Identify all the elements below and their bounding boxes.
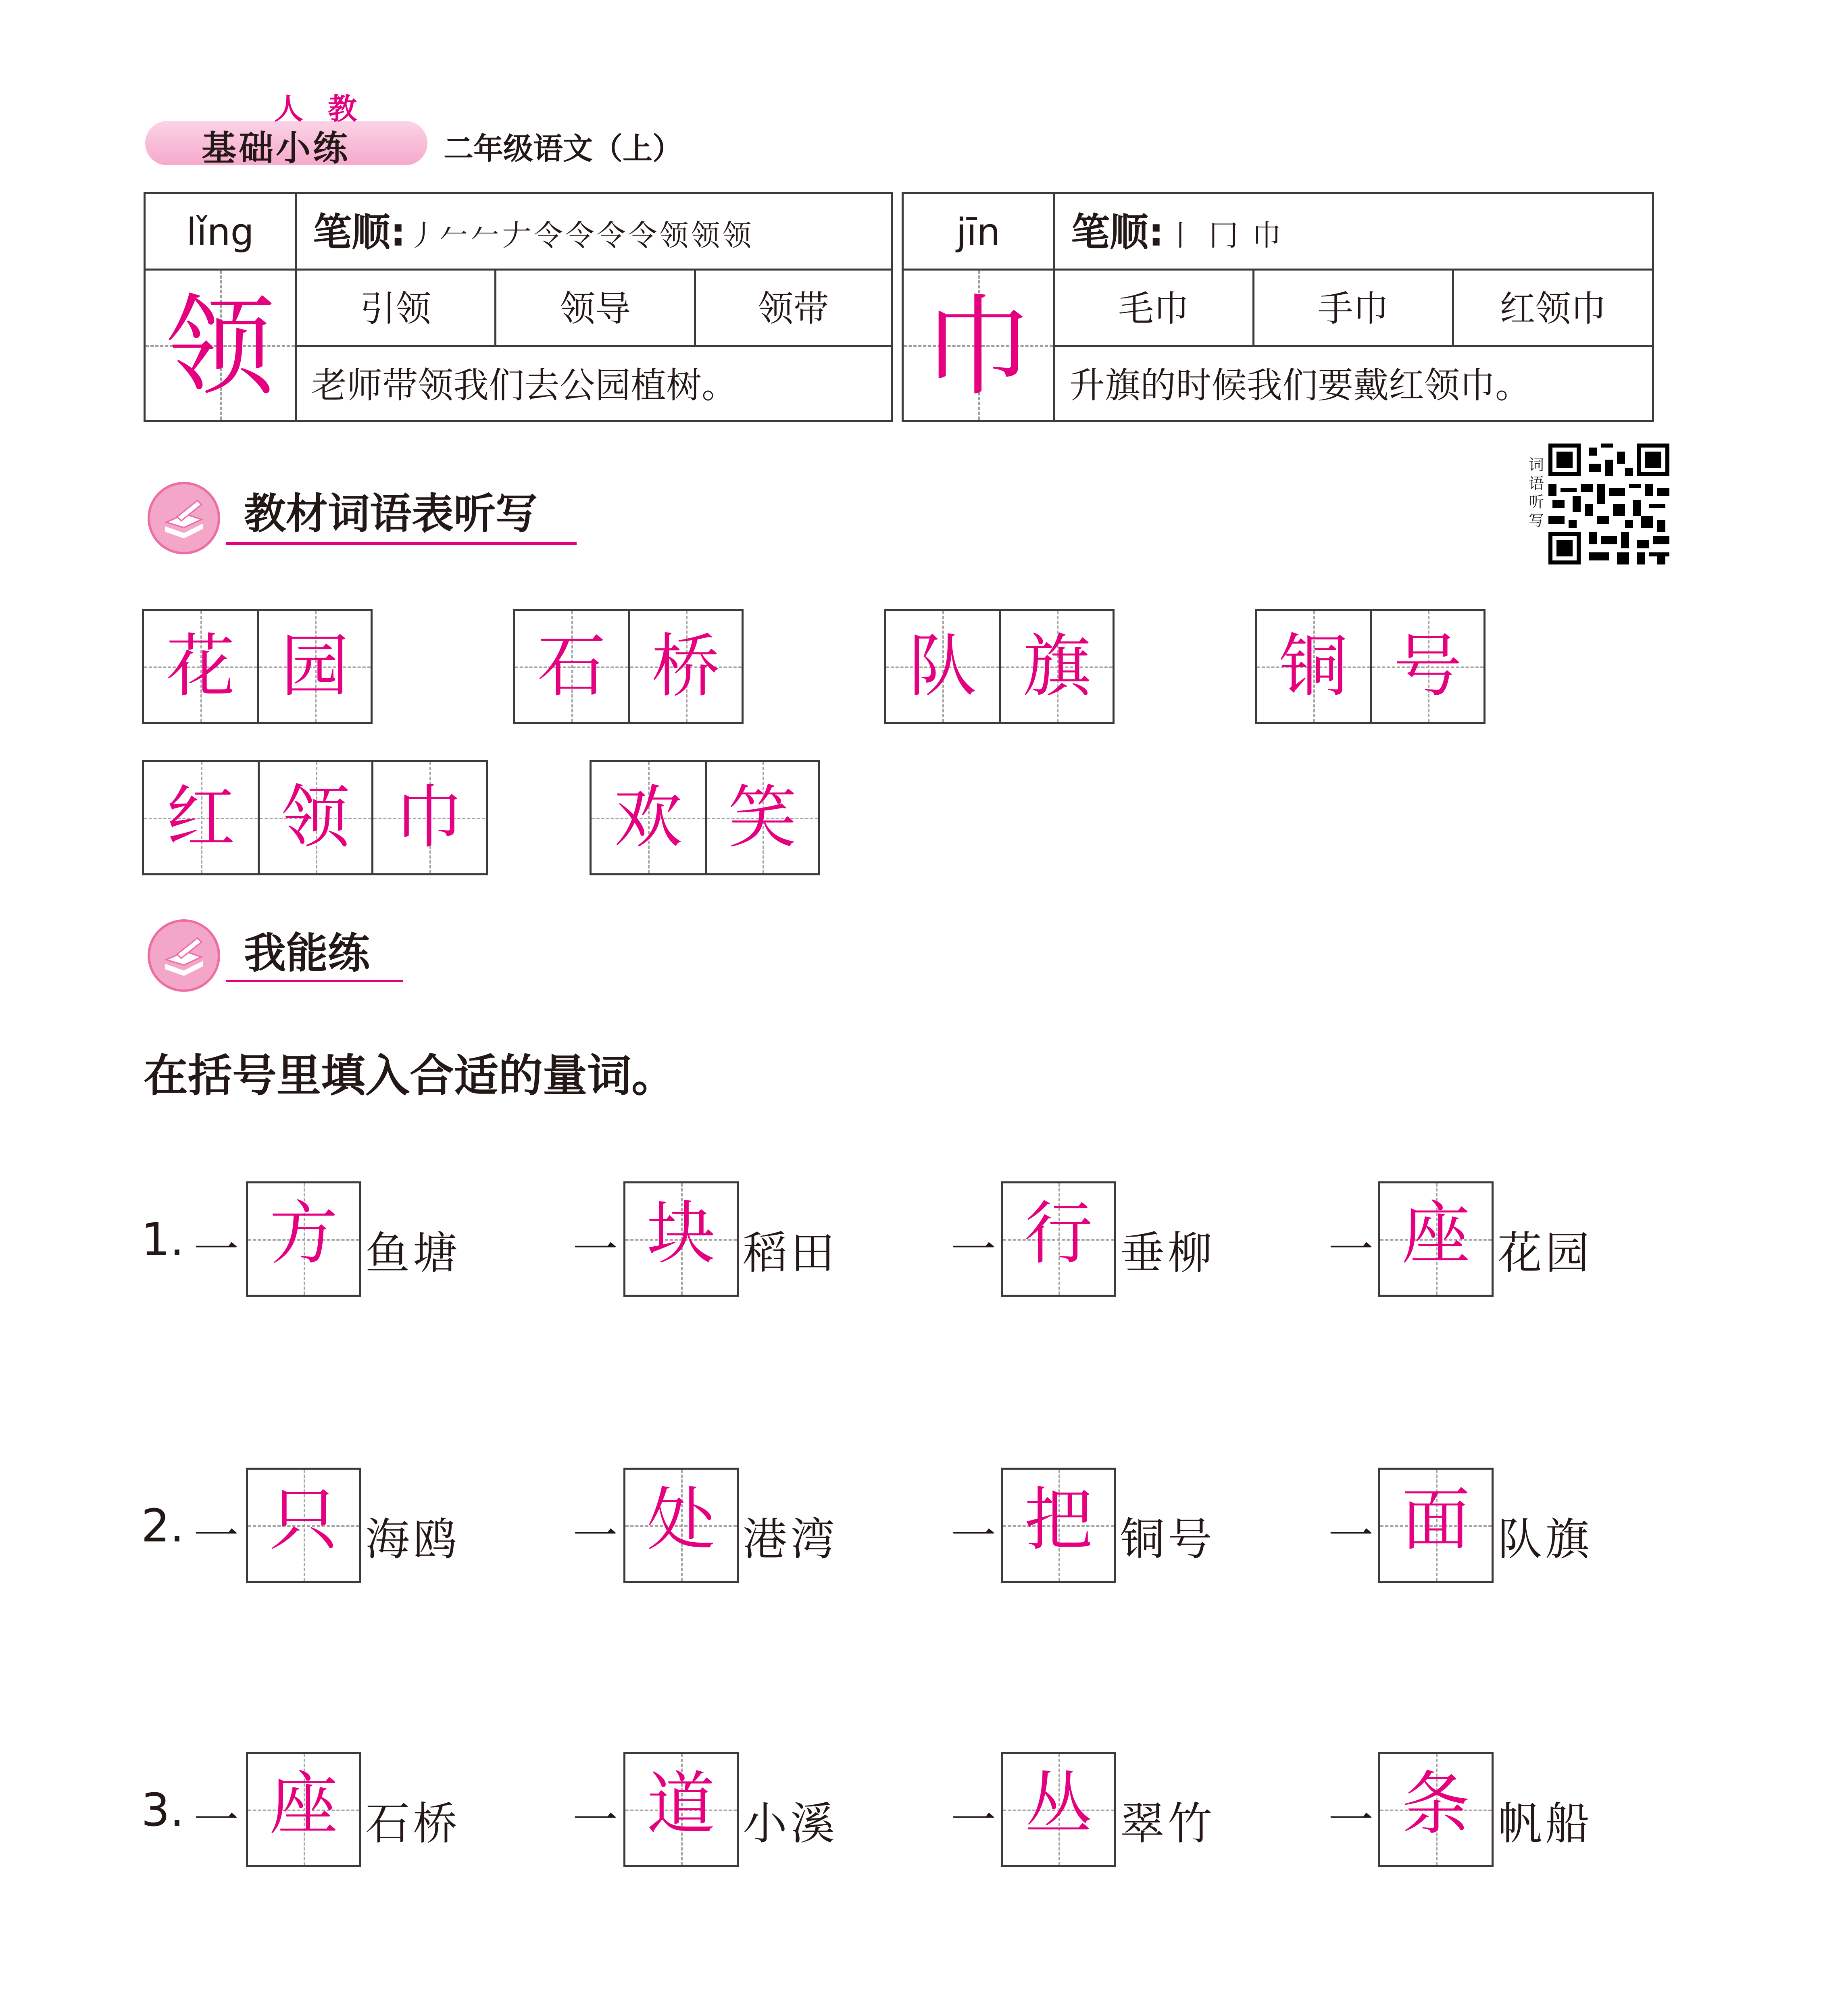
big-char-box: [904, 271, 1055, 420]
tianzige-word: [884, 609, 1115, 724]
yi-char: 一: [573, 1510, 618, 1562]
row-number: 3.: [141, 1784, 184, 1837]
book-icon: [148, 919, 220, 992]
measure-word-box[interactable]: [1378, 1468, 1494, 1583]
measure-word-box[interactable]: [1001, 1752, 1116, 1867]
word: 毛巾: [1055, 271, 1254, 347]
measure-word-box[interactable]: [1001, 1468, 1116, 1583]
measure-word: 道: [646, 1764, 715, 1844]
word-char: 欢: [614, 778, 683, 858]
word-char: 号: [1393, 627, 1462, 706]
word-char: 红: [166, 778, 235, 858]
measure-word-box[interactable]: [1378, 1181, 1494, 1297]
measure-word: 丛: [1024, 1764, 1093, 1844]
tianzige-word: [513, 609, 744, 724]
word-char: 石: [537, 627, 606, 706]
stroke-sequence: 丿𠂉𠂉𠂇令令令令领领领: [408, 219, 754, 252]
noun: 鱼塘: [365, 1227, 460, 1279]
exercise-row-2: [141, 1468, 1673, 1589]
char-card-ling: [144, 192, 893, 422]
word-char: 旗: [1022, 627, 1091, 706]
example-sentence: 升旗的时候我们要戴红领巾。: [1069, 364, 1531, 406]
word-char: 园: [280, 627, 349, 706]
measure-word-box[interactable]: [246, 1752, 361, 1867]
section-underline: [226, 980, 403, 982]
word-char: 铜: [1279, 627, 1348, 706]
measure-word: 方: [269, 1194, 338, 1274]
row-number: 2.: [141, 1500, 184, 1552]
yi-char: 一: [1328, 1794, 1373, 1847]
row-number: 1.: [141, 1214, 184, 1266]
measure-word: 座: [1401, 1194, 1470, 1274]
measure-word: 座: [269, 1764, 338, 1844]
yi-char: 一: [1328, 1224, 1373, 1276]
char-card-jin: [902, 192, 1654, 422]
measure-word: 处: [646, 1480, 715, 1560]
measure-word: 条: [1401, 1764, 1470, 1844]
measure-word-box[interactable]: [1378, 1752, 1494, 1867]
noun: 铜号: [1120, 1514, 1215, 1565]
tianzige-word: [142, 609, 373, 724]
noun: 队旗: [1498, 1514, 1593, 1565]
section-underline: [226, 542, 577, 545]
yi-char: 一: [951, 1510, 996, 1562]
noun: 垂柳: [1120, 1227, 1215, 1279]
yi-char: 一: [194, 1794, 239, 1847]
noun: 帆船: [1498, 1798, 1593, 1849]
noun: 石桥: [365, 1798, 460, 1849]
tianzige-word: [590, 760, 820, 875]
stroke-order-label: 笔顺:: [1071, 210, 1164, 255]
yi-char: 一: [951, 1224, 996, 1276]
noun: 小溪: [743, 1798, 838, 1849]
yi-char: 一: [573, 1794, 618, 1847]
word: 领带: [696, 271, 891, 347]
stroke-order: [1055, 194, 1652, 271]
word: 手巾: [1254, 271, 1454, 347]
book-icon: [148, 482, 220, 554]
exercise-row-3: [141, 1752, 1673, 1873]
yi-char: 一: [1328, 1510, 1373, 1562]
measure-word: 面: [1401, 1480, 1470, 1560]
measure-word: 块: [646, 1194, 715, 1274]
word: 引领: [297, 271, 496, 347]
section-title-dictation: 教材词语表听写: [244, 489, 538, 538]
word-char: 队: [908, 627, 977, 706]
yi-char: 一: [573, 1224, 618, 1276]
measure-word-box[interactable]: [623, 1468, 739, 1583]
word-row-2: [142, 760, 1674, 877]
pinyin: lǐng: [146, 194, 297, 271]
measure-word-box[interactable]: [623, 1181, 739, 1297]
yi-char: 一: [194, 1510, 239, 1562]
big-char: 领: [166, 283, 275, 410]
measure-word-box[interactable]: [246, 1468, 361, 1583]
yi-char: 一: [951, 1794, 996, 1847]
measure-word-box[interactable]: [1001, 1181, 1116, 1297]
measure-word: 只: [269, 1480, 338, 1560]
noun: 港湾: [743, 1514, 838, 1565]
big-char: 巾: [924, 283, 1033, 410]
big-char-box: [146, 271, 297, 420]
word-char: 桥: [651, 627, 720, 706]
stroke-order-label: 笔顺:: [313, 210, 406, 255]
qr-label: 词语听写: [1528, 456, 1544, 529]
book-subtitle: 二年级语文（上）: [444, 131, 682, 166]
noun: 稻田: [743, 1227, 838, 1279]
tianzige-word: [1255, 609, 1486, 724]
noun: 翠竹: [1120, 1798, 1215, 1849]
word-char: 花: [166, 627, 235, 706]
publisher-label: 人 教: [274, 92, 365, 126]
yi-char: 一: [194, 1224, 239, 1276]
measure-word: 行: [1024, 1194, 1093, 1274]
measure-word: 把: [1024, 1480, 1093, 1560]
pinyin: jīn: [904, 194, 1055, 271]
word: 领导: [496, 271, 696, 347]
qr-code-icon[interactable]: [1548, 444, 1669, 564]
word-char: 领: [281, 778, 350, 858]
series-title: 基础小练: [202, 128, 350, 169]
measure-word-box[interactable]: [623, 1752, 739, 1867]
word-char: 笑: [728, 778, 797, 858]
exercise-row-1: [141, 1181, 1673, 1302]
example-sentence: 老师带领我们去公园植树。: [311, 364, 738, 406]
stroke-order: [297, 194, 891, 271]
word-char: 巾: [395, 778, 464, 858]
word: 红领巾: [1454, 271, 1652, 347]
exercise-instruction: 在括号里填入合适的量词。: [144, 1050, 676, 1102]
measure-word-box[interactable]: [246, 1181, 361, 1297]
tianzige-word: [142, 760, 488, 875]
stroke-sequence: 丨 冂 巾: [1166, 219, 1284, 252]
noun: 海鸥: [365, 1514, 460, 1565]
noun: 花园: [1498, 1227, 1593, 1279]
section-title-practice: 我能练: [244, 929, 370, 978]
word-row-1: [142, 609, 1674, 726]
